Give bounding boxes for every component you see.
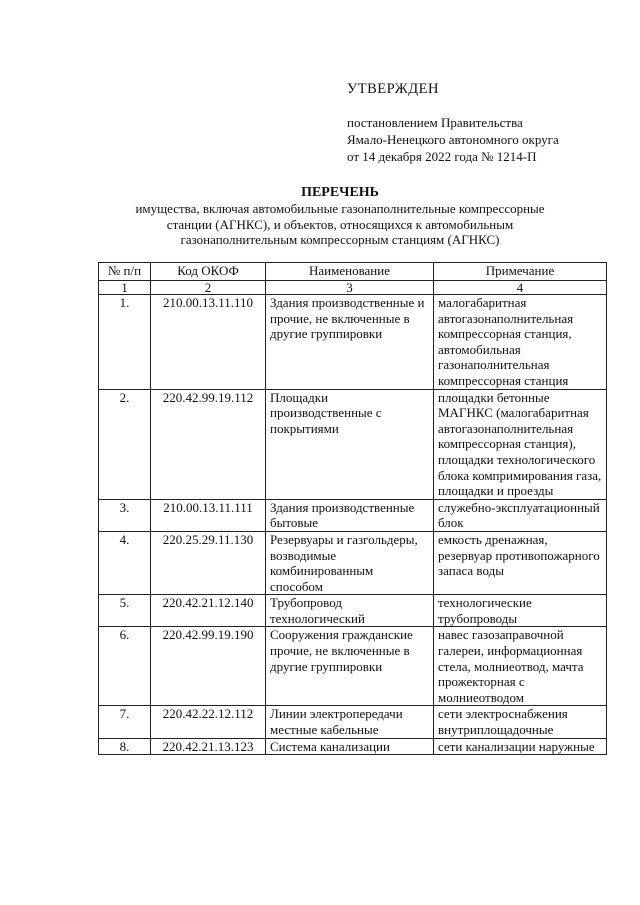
- row-number: 1.: [99, 295, 151, 390]
- row-okof-code: 210.00.13.11.111: [151, 499, 266, 531]
- row-number: 5.: [99, 595, 151, 627]
- row-note: емкость дренажная, резервуар противопожарного запаса воды: [434, 531, 607, 594]
- table-row: [99, 706, 607, 738]
- document-subtitle-line-3: газонаполнительным компрессорным станциям (АГНКС): [180, 232, 500, 247]
- table-row: [99, 295, 607, 390]
- document-title: ПЕРЕЧЕНЬ: [301, 185, 379, 200]
- row-name: Здания производственные бытовые: [266, 499, 434, 531]
- row-note: площадки бетонные МАГНКС (малогабаритная автогазонаполнительная компрессорная станция), площадки технологического блока компримирования газа, площадки и проезды: [434, 389, 607, 499]
- row-number: 6.: [99, 627, 151, 706]
- row-okof-code: 220.42.22.12.112: [151, 706, 266, 738]
- row-okof-code: 220.42.21.12.140: [151, 595, 266, 627]
- table-row: [99, 499, 607, 531]
- table-header-row: [99, 263, 607, 281]
- column-number: 1: [99, 281, 151, 295]
- table-row: [99, 595, 607, 627]
- row-note: сети электроснабжения внутриплощадочные: [434, 706, 607, 738]
- column-number: 3: [266, 281, 434, 295]
- approval-title: УТВЕРЖДЕН: [347, 81, 439, 97]
- row-number: 7.: [99, 706, 151, 738]
- row-name: Система канализации: [266, 738, 434, 755]
- row-okof-code: 220.42.99.19.112: [151, 389, 266, 499]
- header-okof-code: Код ОКОФ: [151, 263, 266, 281]
- row-number: 3.: [99, 499, 151, 531]
- approval-line-decree: постановлением Правительства: [347, 115, 523, 130]
- table-row: [99, 627, 607, 706]
- document-subtitle-line-1: имущества, включая автомобильные газонаполнительные компрессорные: [135, 201, 545, 216]
- row-number: 4.: [99, 531, 151, 594]
- table-row: [99, 738, 607, 755]
- row-okof-code: 210.00.13.11.110: [151, 295, 266, 390]
- row-note: навес газозаправочной галереи, информационная стела, молниеотвод, мачта прожекторная с молниеотводом: [434, 627, 607, 706]
- approval-line-date: от 14 декабря 2022 года № 1214-П: [347, 149, 537, 164]
- approval-block: [347, 80, 617, 165]
- row-name: Сооружения гражданские прочие, не включенные в другие группировки: [266, 627, 434, 706]
- column-number: 4: [434, 281, 607, 295]
- row-number: 2.: [99, 389, 151, 499]
- table-row: [99, 389, 607, 499]
- row-name: Здания производственные и прочие, не включенные в другие группировки: [266, 295, 434, 390]
- row-note: служебно-эксплуатационный блок: [434, 499, 607, 531]
- row-okof-code: 220.42.21.13.123: [151, 738, 266, 755]
- row-okof-code: 220.42.99.19.190: [151, 627, 266, 706]
- row-okof-code: 220.25.29.11.130: [151, 531, 266, 594]
- property-list-table: [98, 262, 607, 755]
- column-number: 2: [151, 281, 266, 295]
- row-name: Трубопровод технологический: [266, 595, 434, 627]
- row-note: малогабаритная автогазонаполнительная компрессорная станция, автомобильная газонаполнительная компрессорная станция: [434, 295, 607, 390]
- row-name: Резервуары и газгольдеры, возводимые комбинированным способом: [266, 531, 434, 594]
- column-number-row: [99, 281, 607, 295]
- header-note: Примечание: [434, 263, 607, 281]
- row-note: технологические трубопроводы: [434, 595, 607, 627]
- document-subtitle-line-2: станции (АГНКС), и объектов, относящихся к автомобильным: [166, 216, 514, 232]
- header-number: № п/п: [99, 263, 151, 281]
- table-row: [99, 531, 607, 594]
- approval-line-region: Ямало-Ненецкого автономного округа: [347, 132, 559, 147]
- row-note: сети канализации наружные: [434, 738, 607, 755]
- row-number: 8.: [99, 738, 151, 755]
- document-heading: [80, 185, 600, 248]
- header-name: Наименование: [266, 263, 434, 281]
- row-name: Линии электропередачи местные кабельные: [266, 706, 434, 738]
- row-name: Площадки производственные с покрытиями: [266, 389, 434, 499]
